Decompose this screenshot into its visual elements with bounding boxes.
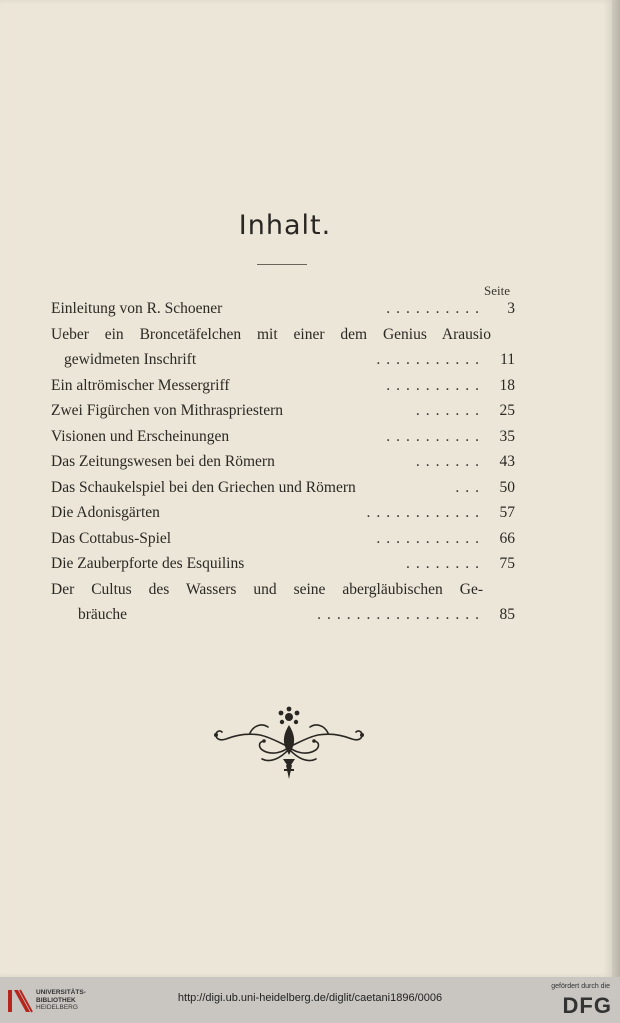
toc-entry — [51, 551, 515, 577]
toc-entry-page: 25 — [499, 402, 515, 419]
toc-entry-title: Die Zauberpforte des Esquilins — [51, 555, 245, 572]
toc-entry-page: 18 — [499, 376, 515, 394]
funder-note: gefördert durch die — [551, 983, 610, 990]
leader-dots: ........... — [376, 529, 485, 547]
toc-entry-page: 3 — [507, 300, 515, 317]
toc-entry-title: Ueber ein Broncetäfelchen mit einer dem Genius Arausio — [51, 325, 491, 343]
leader-dots: ........... — [376, 351, 485, 368]
leader-dots: ............ — [366, 504, 485, 521]
title-divider — [257, 264, 307, 265]
leader-dots: ................. — [317, 606, 485, 623]
permalink-url[interactable]: http://digi.ub.uni-heidelberg.de/diglit/caetani1896/0006 — [177, 992, 443, 1004]
toc-entry-page: 11 — [500, 351, 515, 368]
leader-dots: .......... — [386, 300, 485, 317]
toc-entry — [51, 526, 515, 552]
toc-entry-title: Einleitung von R. Schoener — [51, 300, 223, 317]
table-of-contents — [51, 296, 515, 628]
toc-entry — [51, 424, 515, 450]
toc-entry-title: Visionen und Erscheinungen — [51, 427, 230, 445]
page-column-label: Seite — [484, 283, 510, 298]
toc-entry-page: 35 — [499, 427, 515, 445]
library-name-line: UNIVERSITÄTS- — [36, 989, 86, 996]
toc-entry-title: bräuche — [78, 606, 128, 623]
library-name-line: HEIDELBERG — [36, 1004, 78, 1011]
dfg-logo: DFG — [562, 993, 612, 1018]
toc-entry — [51, 398, 515, 424]
page-title: Inhalt. — [238, 210, 332, 241]
toc-entry-title: Ein altrömischer Messergriff — [51, 376, 230, 394]
toc-entry — [51, 296, 515, 322]
toc-entry — [51, 577, 515, 603]
leader-dots: ....... — [415, 453, 485, 470]
toc-entry-title: Das Schaukelspiel bei den Griechen und Römern — [51, 478, 356, 496]
toc-entry-title: Das Cottabus-Spiel — [51, 529, 172, 547]
toc-entry-page: 43 — [499, 453, 515, 470]
page-edge — [612, 0, 620, 977]
leader-dots: .......... — [386, 376, 485, 394]
toc-entry — [51, 373, 515, 399]
leader-dots: ....... — [415, 402, 485, 419]
leader-dots: ........ — [406, 555, 485, 572]
toc-entry — [51, 449, 515, 475]
toc-entry — [51, 347, 515, 373]
toc-entry-title: gewidmeten Inschrift — [64, 351, 197, 368]
toc-entry — [51, 500, 515, 526]
leader-dots: ... — [455, 478, 485, 496]
toc-entry — [51, 602, 515, 628]
toc-entry-page: 85 — [499, 606, 515, 623]
toc-entry-page: 66 — [499, 529, 515, 547]
toc-entry — [51, 322, 515, 348]
toc-entry — [51, 475, 515, 501]
fleuron-ornament — [210, 703, 368, 785]
leader-dots: .......... — [386, 427, 485, 445]
toc-entry-page: 57 — [499, 504, 515, 521]
toc-entry-title: Die Adonisgärten — [51, 504, 160, 521]
toc-entry-page: 50 — [499, 478, 515, 496]
toc-entry-title: Das Zeitungswesen bei den Römern — [51, 453, 275, 470]
library-name-line: BIBLIOTHEK — [36, 996, 76, 1004]
toc-entry-title: Zwei Figürchen von Mithraspriestern — [51, 402, 284, 419]
toc-entry-page: 75 — [499, 555, 515, 572]
toc-entry-title: Der Cultus des Wassers und seine abergläubischen Ge- — [51, 580, 483, 598]
